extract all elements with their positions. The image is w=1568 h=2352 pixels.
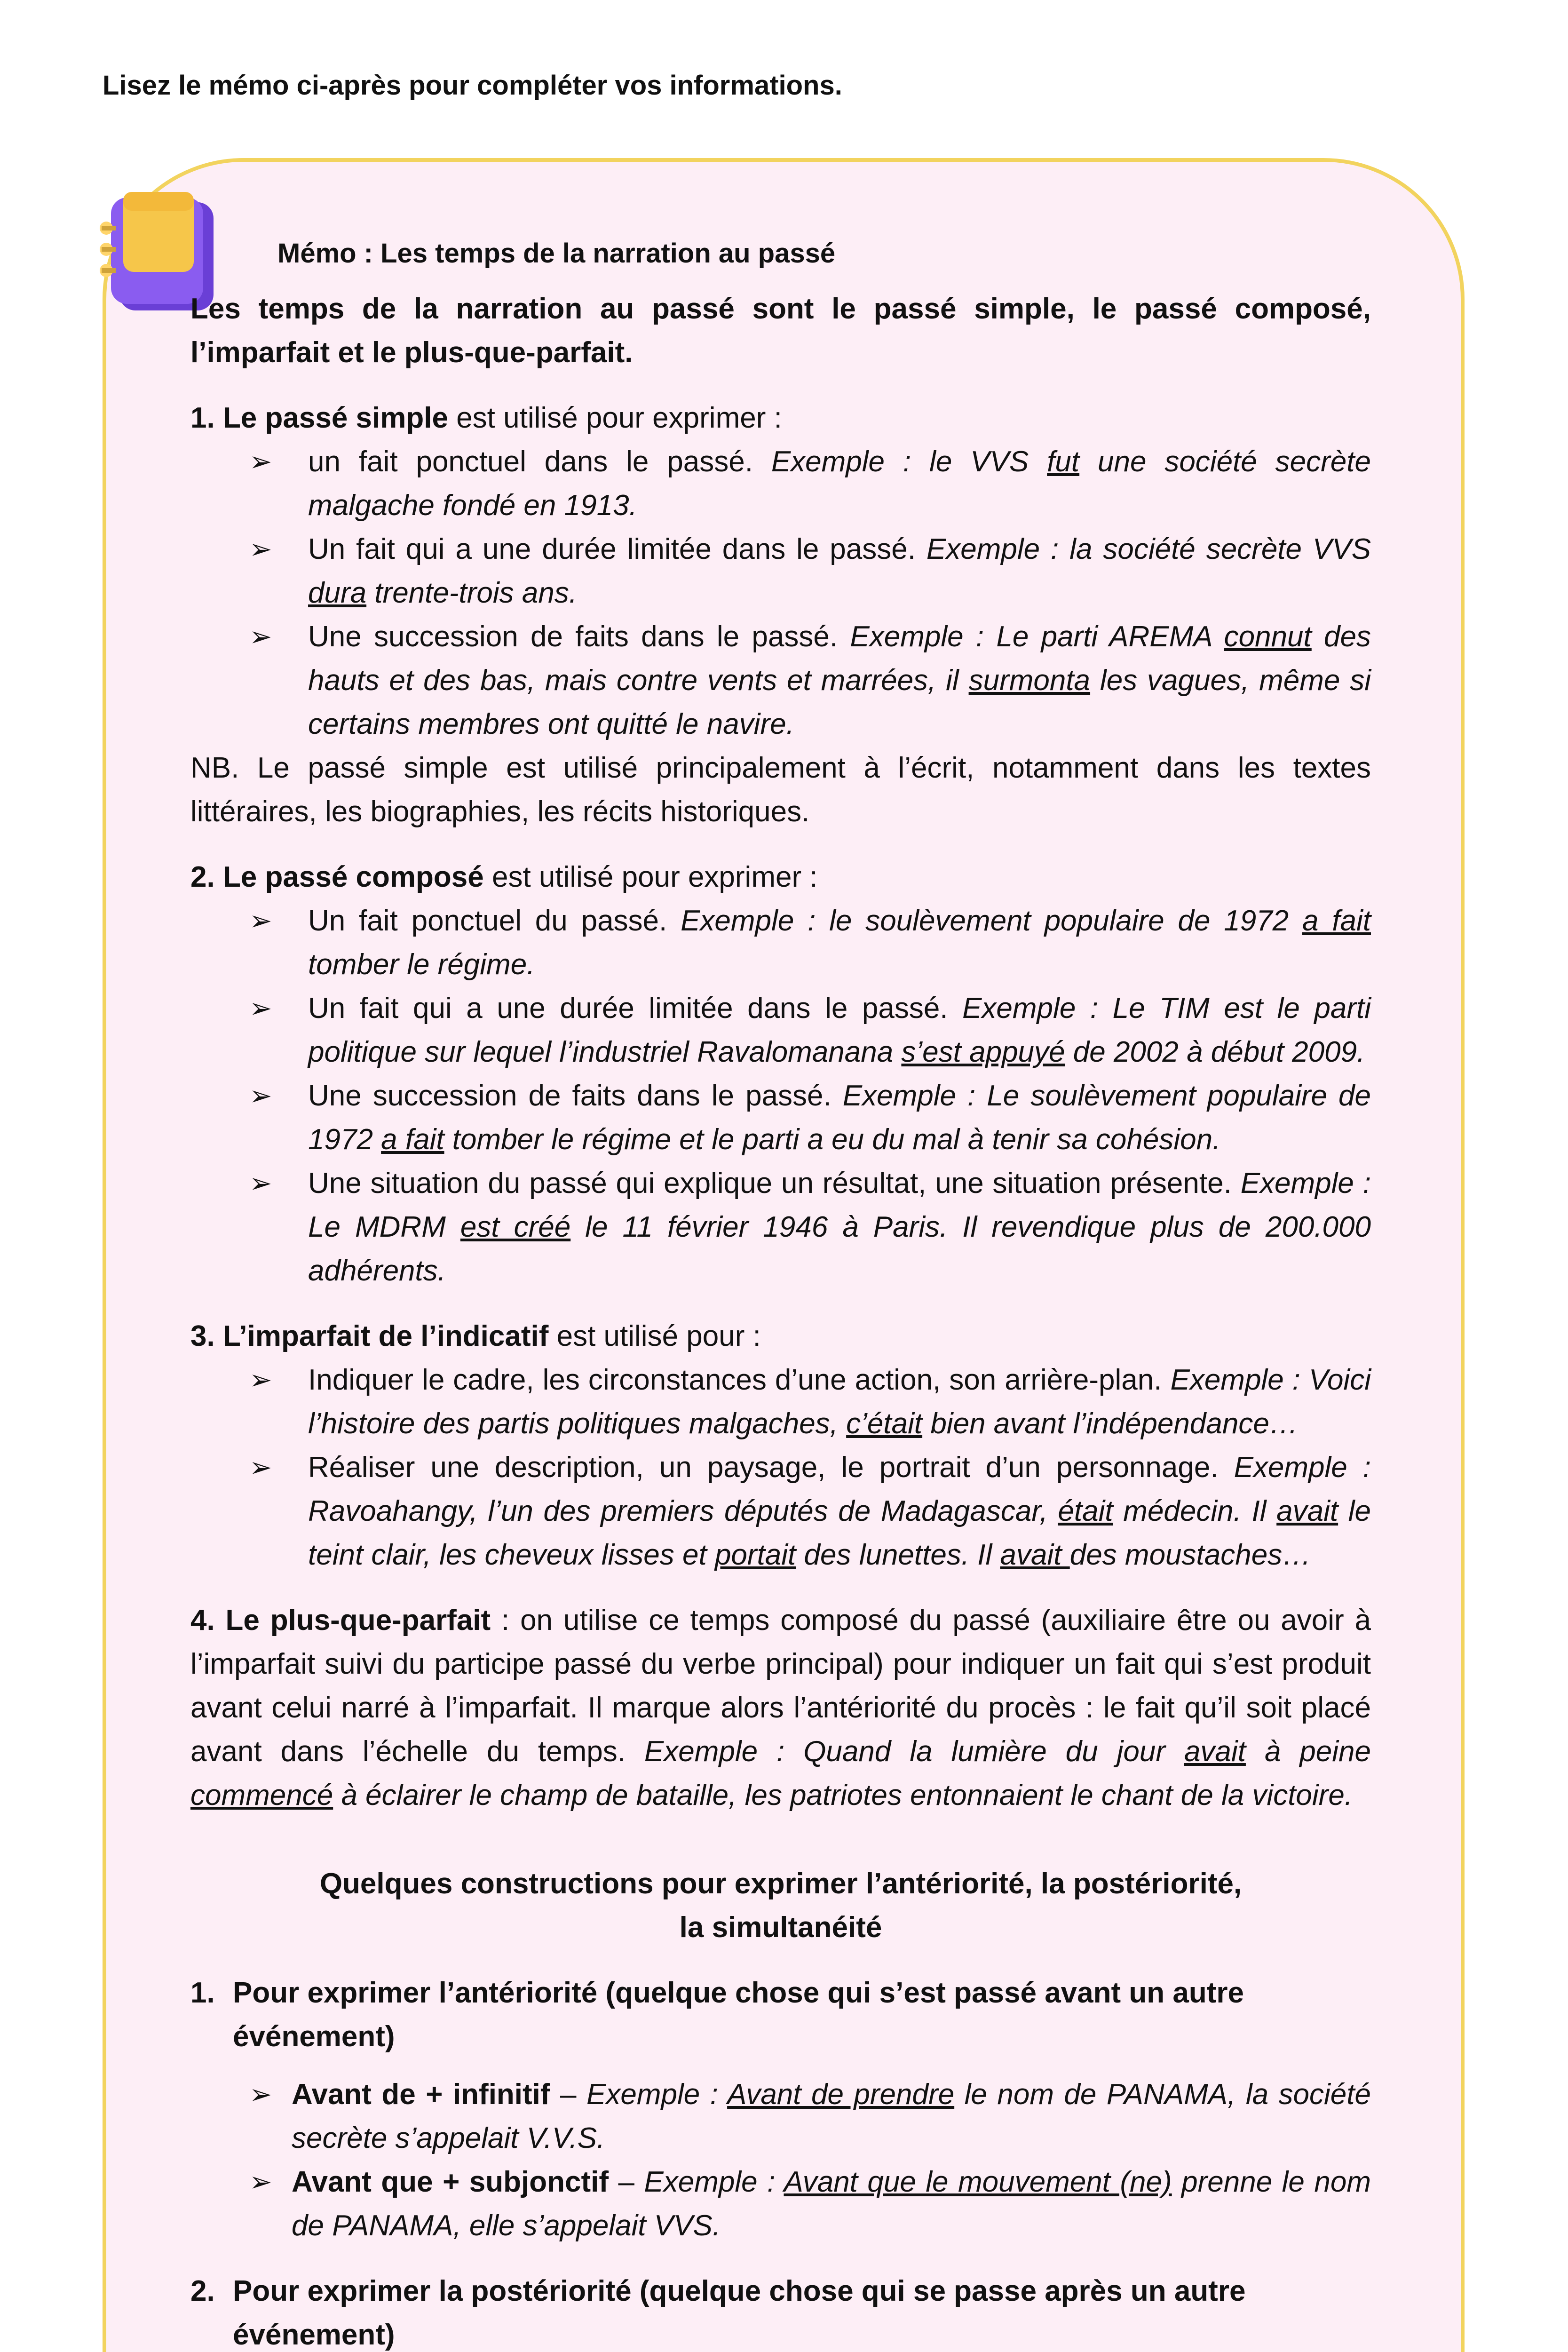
bullet-list [190,1358,1371,1577]
list-item: ➢ Une succession de faits dans le passé. Exemple : Le soulèvement populaire de 1972 a fait tomber le régime et le parti a eu du mal à tenir sa cohésion. [190,1074,1371,1161]
list-item: ➢ Un fait ponctuel du passé. Exemple : le soulèvement populaire de 1972 a fait tomber le régime. [190,899,1371,986]
section-heading: 2. Le passé composé est utilisé pour exprimer : [190,861,818,893]
memo-title: Mémo : Les temps de la narration au passé [277,238,836,269]
list-item: ➢ Une succession de faits dans le passé. Exemple : Le parti AREMA connut des hauts et des bas, mais contre vents et marrées, il surmonta les vagues, même si certains membres ont quitté le navire. [190,615,1371,746]
bullet-list [190,899,1371,1293]
bullet-list [190,2073,1371,2248]
section-heading: 2. Pour exprimer la postériorité (quelque chose qui se passe après un autre événement) [190,2275,1246,2351]
list-item: ➢ Indiquer le cadre, les circonstances d’une action, son arrière-plan. Exemple : Voici l’histoire des partis politiques malgaches, c’était bien avant l’indépendance… [190,1358,1371,1446]
pqp-paragraph: 4. Le plus-que-parfait : on utilise ce temps composé du passé (auxiliaire être ou avoir à l’imparfait suivi du participe passé du verbe principal) pour indiquer un fait qui s’est produit avant celui narré à l’imparfait. Il marque alors l’antériorité du procès : le fait qu’il soit placé avant dans l’échelle du temps. Exemple : Quand la lumière du jour avait à peine commencé à éclairer le champ de bataille, les patriotes entonnaient le chant de la victoire. [190,1604,1371,1812]
list-item: ➢ un fait ponctuel dans le passé. Exemple : le VVS fut une société secrète malgache fondé en 1913. [190,440,1371,527]
nb-note: NB. Le passé simple est utilisé principalement à l’écrit, notamment dans les textes littéraires, les biographies, les récits historiques. [190,752,1371,828]
list-item: ➢ Un fait qui a une durée limitée dans le passé. Exemple : la société secrète VVS dura trente-trois ans. [190,527,1371,615]
section-heading: 1. Le passé simple est utilisé pour exprimer : [190,402,782,434]
section-plus-que-parfait [190,1598,1371,1817]
list-item: ➢ Réaliser une description, un paysage, le portrait d’un personnage. Exemple : Ravoahangy, l’un des premiers députés de Madagascar, était médecin. Il avait le teint clair, les cheveux lisses et portait des lunettes. Il avait des moustaches… [190,1446,1371,1577]
memo-content [190,287,1371,2352]
section-heading: 1. Pour exprimer l’antériorité (quelque chose qui s’est passé avant un autre événement) [190,1977,1244,2053]
list-item: ➢ Avant que + subjonctif – Exemple : Avant que le mouvement (ne) prenne le nom de PANAMA, elle s’appelait VVS. [190,2160,1371,2248]
list-item: ➢ Avant de + infinitif – Exemple : Avant de prendre le nom de PANAMA, la société secrète s’appelait V.V.S. [190,2073,1371,2160]
constructions-title: Quelques constructions pour exprimer l’antériorité, la postériorité, la simultanéité [319,1867,1242,1944]
section-imparfait [190,1314,1371,1577]
list-item: ➢ Une situation du passé qui explique un résultat, une situation présente. Exemple : Le MDRM est créé le 11 février 1946 à Paris. Il revendique plus de 200.000 adhérents. [190,1161,1371,1293]
section-passe-simple [190,396,1371,834]
memo-lead: Les temps de la narration au passé sont le passé simple, le passé composé, l’imparfait et le plus-que-parfait. [190,293,1371,369]
bullet-list [190,440,1371,746]
section-passe-compose [190,855,1371,1293]
list-item: ➢ Un fait qui a une durée limitée dans le passé. Exemple : Le TIM est le parti politique sur lequel l’industriel Ravalomanana s’est appuyé de 2002 à début 2009. [190,986,1371,1074]
section-heading: 3. L’imparfait de l’indicatif est utilisé pour : [190,1320,761,1352]
intro-instruction: Lisez le mémo ci-après pour compléter vos informations. [103,70,842,101]
